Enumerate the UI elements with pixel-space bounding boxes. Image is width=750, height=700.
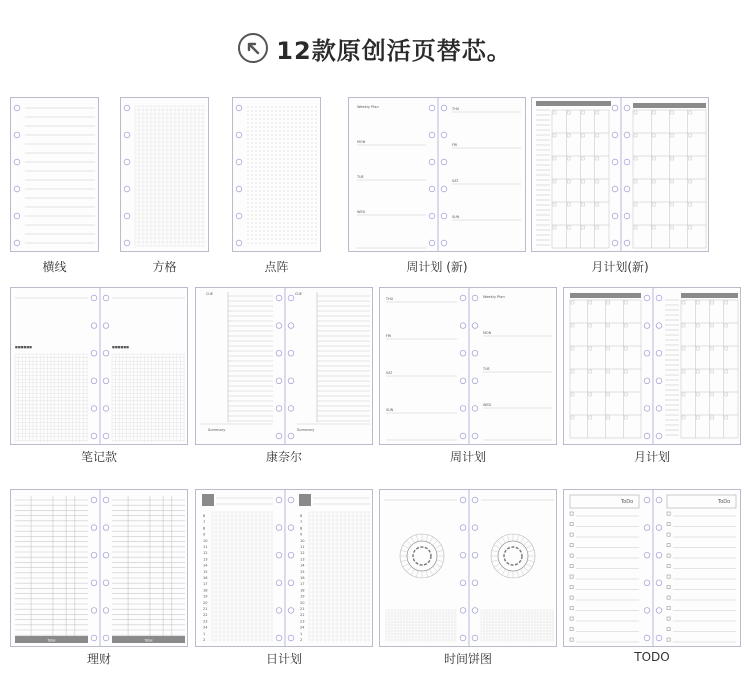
day-label: MON [483, 331, 492, 335]
binder-ring-icon [644, 350, 650, 356]
hour-label: 16 [300, 576, 305, 580]
hour-label: 15 [203, 569, 208, 574]
hour-label: 20 [300, 600, 305, 605]
hour-label: 18 [203, 588, 208, 593]
binder-ring-icon [276, 580, 282, 586]
hour-label: 6 [203, 514, 206, 518]
day-label: TUE [483, 367, 490, 371]
binder-ring-icon [236, 132, 242, 138]
hour-label: 8 [203, 526, 206, 531]
binder-ring-icon [124, 132, 130, 138]
binder-ring-icon [656, 580, 662, 586]
card-cornell [195, 287, 373, 445]
binder-ring-icon [441, 240, 447, 246]
label-grid: 方格 [152, 260, 177, 274]
binder-ring-icon [288, 580, 294, 586]
card-time-pie [379, 489, 557, 647]
binder-ring-icon [441, 213, 447, 219]
binder-ring-icon [612, 186, 618, 192]
binder-ring-icon [460, 525, 466, 531]
hour-label: 13 [203, 557, 208, 562]
hour-label: 9 [203, 532, 206, 537]
hour-label: 13 [300, 557, 305, 562]
card-todo [563, 489, 741, 647]
day-label: WED [357, 210, 366, 214]
label-monthly-new: 月计划(新) [591, 260, 649, 274]
hour-label: 11 [203, 545, 208, 549]
hour-label: 15 [300, 569, 305, 574]
weekly-new-spread [349, 98, 526, 252]
card-weekly-new [348, 97, 526, 252]
binder-ring-icon [429, 132, 435, 138]
binder-ring-icon [624, 213, 630, 219]
binder-ring-icon [236, 105, 242, 111]
legend-marks: ■■■■■■ [112, 345, 130, 349]
binder-ring-icon [103, 350, 109, 356]
binder-ring-icon [91, 433, 97, 439]
todo-title: ToDo [621, 499, 634, 505]
binder-ring-icon [656, 608, 662, 614]
hour-label: 1 [300, 631, 303, 636]
binder-ring-icon [276, 323, 282, 329]
binder-ring-icon [14, 213, 20, 219]
hour-label: 12 [203, 551, 208, 556]
binder-ring-icon [103, 323, 109, 329]
hour-label: 2 [300, 638, 303, 642]
binder-ring-icon [103, 552, 109, 558]
binder-ring-icon [441, 186, 447, 192]
binder-ring-icon [644, 552, 650, 558]
label-time-pie: 时间饼图 [443, 652, 492, 666]
binder-ring-icon [612, 132, 618, 138]
binder-ring-icon [429, 105, 435, 111]
up-left-arrow-icon [238, 33, 268, 63]
binder-ring-icon [612, 240, 618, 246]
binder-ring-icon [288, 635, 294, 641]
label-weekly: 周计划 [449, 450, 486, 464]
label-finance: 理财 [86, 652, 111, 666]
binder-ring-icon [124, 240, 130, 246]
weekly-title: Weekly Plan [483, 295, 505, 299]
hour-label: 17 [203, 582, 208, 587]
binder-ring-icon [472, 580, 478, 586]
binder-ring-icon [429, 213, 435, 219]
binder-ring-icon [644, 635, 650, 641]
binder-ring-icon [91, 295, 97, 301]
binder-ring-icon [624, 105, 630, 111]
hour-label: 14 [203, 563, 208, 568]
hour-label: 24 [300, 625, 305, 630]
binder-ring-icon [656, 525, 662, 531]
hour-label: 21 [203, 607, 208, 611]
hour-label: 8 [300, 526, 303, 531]
binder-ring-icon [472, 406, 478, 412]
binder-ring-icon [288, 378, 294, 384]
card-dot [232, 97, 321, 252]
binder-ring-icon [460, 608, 466, 614]
hour-label: 14 [300, 563, 305, 568]
hour-label: 9 [300, 532, 303, 537]
todo-spread [564, 490, 741, 647]
binder-ring-icon [612, 159, 618, 165]
todo-title: ToDo [718, 499, 731, 505]
hour-label: 16 [203, 576, 208, 580]
binder-ring-icon [276, 295, 282, 301]
notes-spread [11, 288, 188, 445]
day-label: TUE [357, 175, 364, 179]
binder-ring-icon [644, 497, 650, 503]
binder-ring-icon [288, 608, 294, 614]
binder-ring-icon [460, 635, 466, 641]
card-lined [10, 97, 99, 252]
cornell-cue: CUE [295, 292, 302, 296]
binder-ring-icon [103, 433, 109, 439]
page-header [0, 30, 750, 66]
binder-ring-icon [656, 350, 662, 356]
hour-label: 23 [203, 619, 208, 624]
binder-ring-icon [656, 497, 662, 503]
hour-label: 20 [203, 600, 208, 605]
hour-label: 10 [203, 538, 208, 543]
binder-ring-icon [460, 552, 466, 558]
time-pie-spread [380, 490, 557, 647]
binder-ring-icon [472, 350, 478, 356]
binder-ring-icon [441, 159, 447, 165]
binder-ring-icon [103, 525, 109, 531]
binder-ring-icon [103, 608, 109, 614]
hour-label: 21 [300, 607, 305, 611]
label-dot: 点阵 [264, 260, 289, 274]
hour-label: 11 [300, 545, 305, 549]
binder-ring-icon [656, 406, 662, 412]
binder-ring-icon [644, 378, 650, 384]
binder-ring-icon [460, 378, 466, 384]
binder-ring-icon [276, 378, 282, 384]
binder-ring-icon [236, 213, 242, 219]
binder-ring-icon [91, 406, 97, 412]
binder-ring-icon [91, 525, 97, 531]
hour-label: 7 [300, 520, 303, 525]
hour-label: 6 [300, 514, 303, 518]
binder-ring-icon [429, 240, 435, 246]
binder-ring-icon [91, 608, 97, 614]
binder-ring-icon [276, 608, 282, 614]
binder-ring-icon [124, 186, 130, 192]
card-monthly [563, 287, 741, 445]
monthly-spread [564, 288, 741, 445]
cornell-summary: Summary [208, 428, 226, 432]
binder-ring-icon [472, 497, 478, 503]
day-label: WED [483, 403, 492, 407]
binder-ring-icon [656, 552, 662, 558]
binder-ring-icon [236, 240, 242, 246]
binder-ring-icon [644, 580, 650, 586]
card-finance [10, 489, 188, 647]
binder-ring-icon [656, 295, 662, 301]
finance-total: Total [144, 638, 153, 643]
day-label: MON [357, 140, 366, 144]
card-notes [10, 287, 188, 445]
lined-page [11, 98, 99, 252]
binder-ring-icon [656, 635, 662, 641]
hour-label: 22 [203, 613, 208, 618]
binder-ring-icon [460, 323, 466, 329]
binder-ring-icon [14, 159, 20, 165]
binder-ring-icon [288, 295, 294, 301]
binder-ring-icon [460, 295, 466, 301]
hour-label: 12 [300, 551, 305, 556]
binder-ring-icon [91, 323, 97, 329]
hour-label: 18 [300, 588, 305, 593]
binder-ring-icon [276, 433, 282, 439]
binder-ring-icon [624, 132, 630, 138]
day-label: THU [386, 297, 394, 301]
binder-ring-icon [472, 525, 478, 531]
binder-ring-icon [288, 406, 294, 412]
binder-ring-icon [429, 159, 435, 165]
finance-spread [11, 490, 188, 647]
binder-ring-icon [236, 186, 242, 192]
finance-total: Total [47, 638, 56, 643]
binder-ring-icon [644, 608, 650, 614]
hour-label: 17 [300, 582, 305, 587]
binder-ring-icon [288, 323, 294, 329]
hour-label: 19 [203, 594, 208, 599]
binder-ring-icon [276, 525, 282, 531]
binder-ring-icon [612, 105, 618, 111]
binder-ring-icon [472, 323, 478, 329]
binder-ring-icon [460, 580, 466, 586]
label-notes: 笔记款 [80, 450, 117, 464]
day-label: THU [452, 107, 460, 111]
binder-ring-icon [644, 406, 650, 412]
binder-ring-icon [276, 350, 282, 356]
label-daily: 日计划 [265, 652, 302, 666]
binder-ring-icon [103, 406, 109, 412]
binder-ring-icon [276, 552, 282, 558]
binder-ring-icon [441, 105, 447, 111]
grid-page [121, 98, 209, 252]
binder-ring-icon [288, 350, 294, 356]
binder-ring-icon [472, 635, 478, 641]
hour-label: 24 [203, 625, 208, 630]
card-daily [195, 489, 373, 647]
binder-ring-icon [624, 240, 630, 246]
binder-ring-icon [644, 433, 650, 439]
hour-label: 22 [300, 613, 305, 618]
label-cornell: 康奈尔 [265, 450, 302, 464]
day-label: SUN [452, 215, 460, 219]
binder-ring-icon [624, 159, 630, 165]
weekly-title: Weekly Plan [357, 105, 379, 109]
label-weekly-new: 周计划 (新) [406, 260, 468, 274]
label-lined: 横线 [42, 260, 67, 274]
binder-ring-icon [14, 186, 20, 192]
day-label: SAT [452, 179, 459, 183]
hour-label: 1 [203, 631, 206, 636]
binder-ring-icon [276, 497, 282, 503]
hour-label: 10 [300, 538, 305, 543]
cornell-spread [196, 288, 373, 445]
day-label: FRI [452, 143, 458, 147]
binder-ring-icon [103, 295, 109, 301]
binder-ring-icon [460, 497, 466, 503]
label-monthly: 月计划 [633, 450, 670, 464]
binder-ring-icon [644, 295, 650, 301]
dot-page [233, 98, 321, 252]
binder-ring-icon [288, 552, 294, 558]
binder-ring-icon [14, 240, 20, 246]
card-weekly [379, 287, 557, 445]
binder-ring-icon [91, 497, 97, 503]
binder-ring-icon [91, 635, 97, 641]
binder-ring-icon [656, 378, 662, 384]
binder-ring-icon [288, 525, 294, 531]
binder-ring-icon [656, 323, 662, 329]
binder-ring-icon [644, 323, 650, 329]
binder-ring-icon [103, 635, 109, 641]
binder-ring-icon [103, 378, 109, 384]
binder-ring-icon [124, 105, 130, 111]
binder-ring-icon [460, 406, 466, 412]
label-todo: TODO [634, 650, 670, 664]
binder-ring-icon [14, 132, 20, 138]
binder-ring-icon [276, 635, 282, 641]
card-monthly-new [531, 97, 709, 252]
binder-ring-icon [472, 552, 478, 558]
binder-ring-icon [441, 132, 447, 138]
hour-label: 2 [203, 638, 206, 642]
binder-ring-icon [91, 580, 97, 586]
daily-spread [196, 490, 373, 647]
day-label: SUN [386, 408, 394, 412]
cornell-summary: Summary [297, 428, 315, 432]
hour-label: 7 [203, 520, 206, 525]
binder-ring-icon [644, 525, 650, 531]
page-title: 12款原创活页替芯。 [276, 36, 512, 65]
binder-ring-icon [472, 433, 478, 439]
binder-ring-icon [472, 608, 478, 614]
binder-ring-icon [14, 105, 20, 111]
weekly-spread [380, 288, 557, 445]
binder-ring-icon [656, 433, 662, 439]
binder-ring-icon [460, 350, 466, 356]
hour-label: 23 [300, 619, 305, 624]
card-grid [120, 97, 209, 252]
binder-ring-icon [91, 350, 97, 356]
binder-ring-icon [612, 213, 618, 219]
binder-ring-icon [103, 580, 109, 586]
binder-ring-icon [124, 159, 130, 165]
binder-ring-icon [103, 497, 109, 503]
legend-marks: ■■■■■■ [15, 345, 33, 349]
monthly-new-spread [532, 98, 709, 252]
binder-ring-icon [460, 433, 466, 439]
binder-ring-icon [288, 433, 294, 439]
binder-ring-icon [429, 186, 435, 192]
binder-ring-icon [236, 159, 242, 165]
binder-ring-icon [472, 378, 478, 384]
binder-ring-icon [288, 497, 294, 503]
day-label: FRI [386, 334, 392, 338]
binder-ring-icon [91, 378, 97, 384]
binder-ring-icon [624, 186, 630, 192]
binder-ring-icon [91, 552, 97, 558]
day-label: SAT [386, 371, 393, 375]
cornell-cue: CUE [206, 292, 213, 296]
binder-ring-icon [472, 295, 478, 301]
hour-label: 19 [300, 594, 305, 599]
binder-ring-icon [276, 406, 282, 412]
binder-ring-icon [124, 213, 130, 219]
